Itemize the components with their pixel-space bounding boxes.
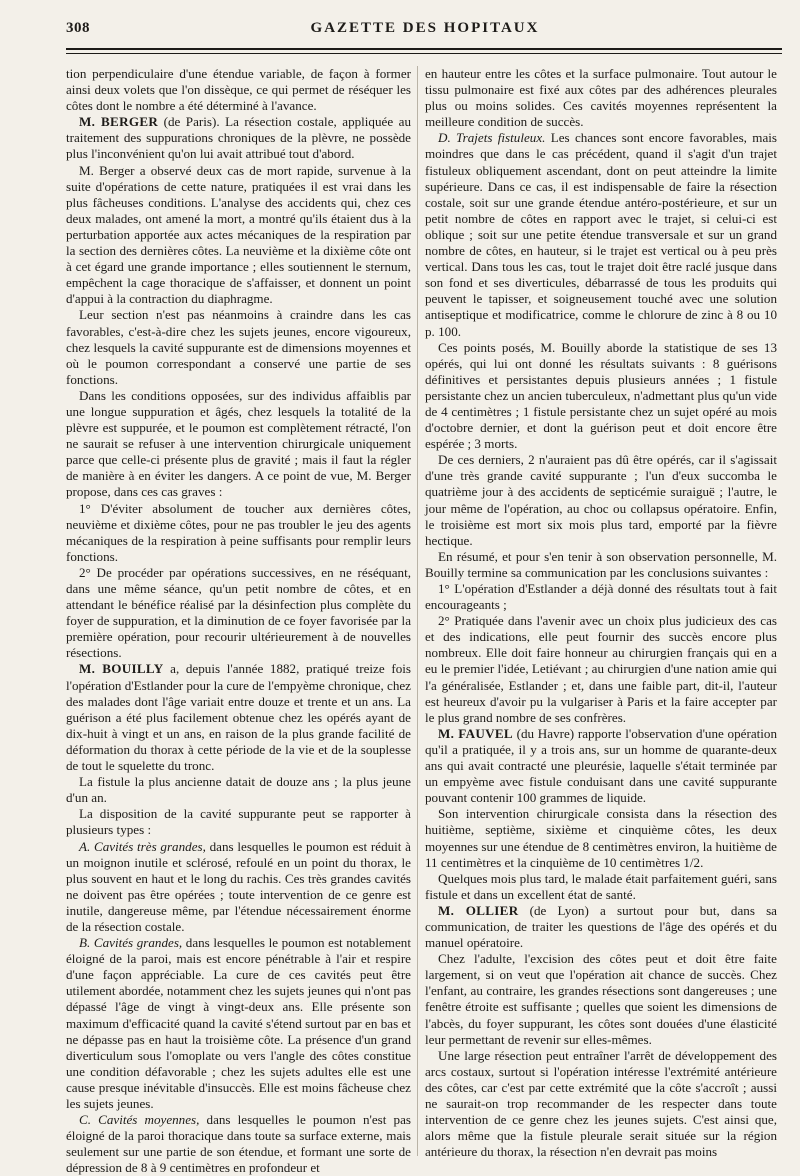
paragraph — [66, 565, 411, 662]
speaker-name: M. FAUVEL — [438, 725, 513, 741]
paragraph-text: Quelques mois plus tard, le malade était parfaitement guéri, sans fistule et dans un excellent état de santé. — [425, 870, 777, 902]
paragraph-text: dans lesquelles le poumon est réduit à un moignon inutile et sclérosé, refoulé en un point du thorax, le plus souvent en haut et le long du rachis. Ces très grandes cavités ne doivent pas être opérées ; toute intervention de ce genre est inutile, dangereuse même, par l'étendue nécessairement énorme de la résection costale. — [66, 838, 411, 934]
paragraph-text: en hauteur entre les côtes et la surface pulmonaire. Tout autour le tissu pulmonaire est fixé aux côtes par des adhérences pleurales plus ou moins solides. Ces cavités moyennes représentent la meilleure condition de succès. — [425, 66, 777, 130]
paragraph-text: 2° Pratiquée dans l'avenir avec un choix plus judicieux des cas et des indications, elle peut fournir des succès encore plus nombreux. Elle doit faire honneur au chirurgien français qui en a eu le premier l'idée, Letiévant ; au chirurgien d'une nation amie qui l'a généralisée, Estlander ; et, dans une faible part, dit-il, l'auteur est heureux d'avoir pu la vulgariser à Paris et la faire accepter par le plus grand nombre de ses confrères. — [425, 613, 777, 725]
paragraph-text: Chez l'adulte, l'excision des côtes peut et doit être faite largement, si on veut que l'opération ait chance de succès. Chez l'enfant, au contraire, les grandes résections sont dangereuses ; une fenêtre étroite est suffisante ; quelles que soient les dimensions de l'abcès, du foyer suppurant, les côtes sont douées d'une élasticité leur permettant de revenir sur elles-mêmes. — [425, 951, 777, 1047]
speaker-name: M. BERGER — [79, 114, 159, 130]
section-heading: D. Trajets fistuleux. — [438, 130, 546, 146]
paragraph-text: a, depuis l'année 1882, pratiqué treize fois l'opération d'Estlander pour la cure de l'empyème chronique, chez des malades dont l'âge variait entre douze et trente et un ans. La guérison a été plus facilement obtenue chez les opérés ayant de dix-huit à vingt et un ans, en raison de la plus grande facilité de déformation du thorax à cette période de la vie et de la souplesse de tout le squelette du tronc. — [66, 661, 411, 774]
paragraph-text: (de Paris). La résection costale, appliquée au traitement des suppurations chroniques de la plèvre, ne possède plus l'inconvénient qu'on lui avait attribué tout d'abord. — [66, 114, 411, 162]
paragraph — [66, 163, 411, 308]
paragraph-text: (de Lyon) a surtout pour but, dans sa communication, de traiter les questions de l'âge des opérés et du manuel opératoire. — [425, 902, 777, 951]
section-heading: A. Cavités très grandes, — [79, 838, 206, 854]
section-heading: C. Cavités moyennes, — [79, 1112, 200, 1128]
column-divider — [417, 66, 418, 1156]
paragraph — [425, 903, 777, 951]
left-column — [66, 66, 411, 1176]
paragraph-text: dans lesquelles le poumon n'est pas éloigné de la paroi thoracique dans toute sa surface externe, mais seulement sur une partie de son étendue, et formant une sorte de dépression de 8 à 9 centimètres en profondeur et — [66, 1112, 411, 1176]
paragraph — [66, 774, 411, 806]
section-heading: B. Cavités grandes, — [79, 935, 183, 951]
paragraph — [425, 340, 777, 453]
paragraph — [425, 806, 777, 870]
paragraph-text: 2° De procéder par opérations successives, en ne réséquant, dans une même séance, qu'un petit nombre de côtes, et en attendant le bénéfice réalisé par la désinfection plus complète du foyer de suppuration, et la diminution de ce foyer favorisée par la première opération, pour recourir ultérieurement à de nouvelles résections. — [66, 564, 411, 661]
paragraph-text: Les chances sont encore favorables, mais moindres que dans le cas précédent, quand il s'agit d'un trajet fistuleux obliquement ascendant, dont on peut atteindre la limite supérieure. Dans ce cas, il est indispensable de faire la résection costale, soit sur une grande étendue antéro-postérieure, et sur un petit nombre de côtes en rapport avec le trajet, si celui-ci est oblique ; soit sur une petite étendue transversale et sur un grand nombre de côtes, en hauteur, si le trajet est vertical ou à peu près vertical. Dans tous les cas, tout le trajet doit être raclé jusque dans son fond et ses diverticules, débarrassé de tous les produits qui peuvent le tapisser, et soigneusement touché avec une solution antiseptique et modificatrice, comme le chlorure de zinc à 8 ou 10 p. 100. — [425, 130, 777, 339]
paragraph — [425, 951, 777, 1048]
speaker-name: M. OLLIER — [438, 902, 519, 918]
journal-title: GAZETTE DES HOPITAUX — [310, 20, 540, 36]
paragraph — [425, 130, 777, 339]
paragraph — [425, 581, 777, 613]
paragraph-text: Dans les conditions opposées, sur des individus affaiblis par une longue suppuration et âgés, chez lesquels la totalité de la plèvre est suppurée, et le poumon est complètement rétracté, l'on ne saurait se refuser à une intervention chirurgicale uniquement parce que celle-ci présente plus de gravité ; mais il faut la régler de manière à en éviter les dangers. A ce point de vue, M. Berger propose, dans ces cas graves : — [66, 387, 411, 500]
paragraph — [425, 66, 777, 130]
paragraph — [425, 452, 777, 549]
paragraph-text: M. Berger a observé deux cas de mort rapide, survenue à la suite d'opérations de cette nature, pratiquées il est vrai dans les plus fâcheuses conditions. L'analyse des accidents qui, chez ces deux malades, ont amené la mort, a montré qu'ils étaient dus à la perturbation apportée aux actes mécaniques de la respiration par la section des dernières côtes. La neuvième et la dixième côte ont à cet égard une grande importance ; elles soutiennent le sternum, empêchent la cage thoracique de s'affaisser, et donnent un point d'appui à la contraction du diaphragme. — [66, 162, 411, 307]
paragraph — [66, 114, 411, 162]
paragraph — [425, 549, 777, 581]
paragraph-text: 1° L'opération d'Estlander a déjà donné des résultats tout à fait encourageants ; — [425, 581, 777, 613]
paragraph-text: De ces derniers, 2 n'auraient pas dû être opérés, car il s'agissait d'une très grande cavité suppurante ; l'un d'eux succomba le quatrième jour à des accidents de septicémie suraiguë ; l'autre, le jour même de l'opération, au choc ou collapsus opératoire. Enfin, le troisième est mort six mois plus tard, emporté par la fièvre hectique. — [425, 452, 777, 548]
paragraph-text: Ces points posés, M. Bouilly aborde la statistique de ses 13 opérés, qui lui ont donné les résultats suivants : 8 guérisons définitives et persistantes depuis plusieurs années ; 1 fistule persistante chez un ancien tuberculeux, n'admettant plus qu'un vide de 4 centimètres ; 1 fistule persistante chez un sujet opéré au mois d'octobre dernier, et dont la guérison peut et doit encore être espérée ; 3 morts. — [425, 339, 777, 452]
header-rule-thick — [66, 48, 782, 50]
header-rule-thin — [66, 53, 782, 54]
paragraph-text: Une large résection peut entraîner l'arrêt de développement des arcs costaux, surtout si l'opération intéresse l'extrémité antérieure des côtes, car c'est par cette extrémité que la côte s'accroît ; aussi ne saurait-on trop recommander de les respecter dans toute intervention de ce genre chez les jeunes sujets. C'est ainsi que, alors même que la fistule pleurale serait située sur la région antérieure du thorax, la résection n'en devrait pas moins — [425, 1047, 777, 1160]
paragraph — [66, 1112, 411, 1176]
paragraph-text: 1° D'éviter absolument de toucher aux dernières côtes, neuvième et dixième côtes, pour ne pas troubler le jeu des agents mécaniques de la respiration à peine suffisants pour remplir leurs fonctions. — [66, 500, 411, 564]
paragraph-text: tion perpendiculaire d'une étendue variable, de façon à former ainsi deux volets que l'on dissèque, ce qui permet de réséquer les côtes dont le nombre a été déterminé à l'avance. — [66, 66, 411, 114]
paragraph — [66, 388, 411, 501]
paragraph-text: Leur section n'est pas néanmoins à craindre dans les cas favorables, c'est-à-dire chez les sujets jeunes, encore vigoureux, chez lesquels la cavité suppurante est de dimensions moyennes et où le poumon correspondant a conservé une partie de ses fonctions. — [66, 307, 411, 387]
paragraph-text: En résumé, et pour s'en tenir à son observation personnelle, M. Bouilly termine sa communication par les conclusions suivantes : — [425, 548, 777, 580]
paragraph — [66, 935, 411, 1112]
paragraph — [66, 661, 411, 774]
page-number: 308 — [66, 20, 90, 36]
speaker-name: M. BOUILLY — [79, 661, 164, 677]
paragraph — [425, 726, 777, 806]
paragraph-text: La fistule la plus ancienne datait de douze ans ; la plus jeune d'un an. — [66, 774, 411, 806]
paragraph — [66, 806, 411, 838]
paragraph-text: dans lesquelles le poumon est notablement éloigné de la paroi, mais est encore pénétrable à l'air et respire d'une façon appréciable. La cure de ces cavités peut être utilement abordée, notamment chez les sujets jeunes qui n'ont pas dépassé l'âge de vingt à vingt-deux ans. Elle présente son maximum d'efficacité quand la cavité s'étend surtout par en bas et ne dépasse pas en haut la troisième côte. La présence d'un grand diverticulum sous l'omoplate ou vers l'angle des côtes constitue une condition défavorable ; chez les sujets adultes elle est une cause presque inévitable d'insuccès. Elle est moins fâcheuse chez les sujets jeunes. — [66, 935, 411, 1111]
page-header — [66, 20, 784, 46]
paragraph-text: La disposition de la cavité suppurante peut se rapporter à plusieurs types : — [66, 806, 411, 838]
paragraph — [66, 501, 411, 565]
paragraph-text: (du Havre) rapporte l'observation d'une opération qu'il a pratiquée, il y a trois ans, sur un homme de quarante-deux ans qui avait contracté une pleurésie, laquelle s'était terminée par un empyème avec fistule conduisant dans une cavité suppurante pouvant contenir 100 grammes de liquide. — [425, 725, 777, 806]
paragraph — [66, 307, 411, 387]
right-column — [425, 66, 777, 1158]
paragraph — [425, 613, 777, 726]
paragraph — [66, 66, 411, 114]
paragraph — [66, 839, 411, 936]
paragraph-text: Son intervention chirurgicale consista dans la résection des huitième, septième, sixième et cinquième côtes, les deux moyennes sur une étendue de 8 centimètres environ, la huitième de 11 centimètres et la cinquième de 10 centimètres 1/2. — [425, 806, 777, 870]
paragraph — [425, 871, 777, 903]
paragraph — [425, 1048, 777, 1161]
